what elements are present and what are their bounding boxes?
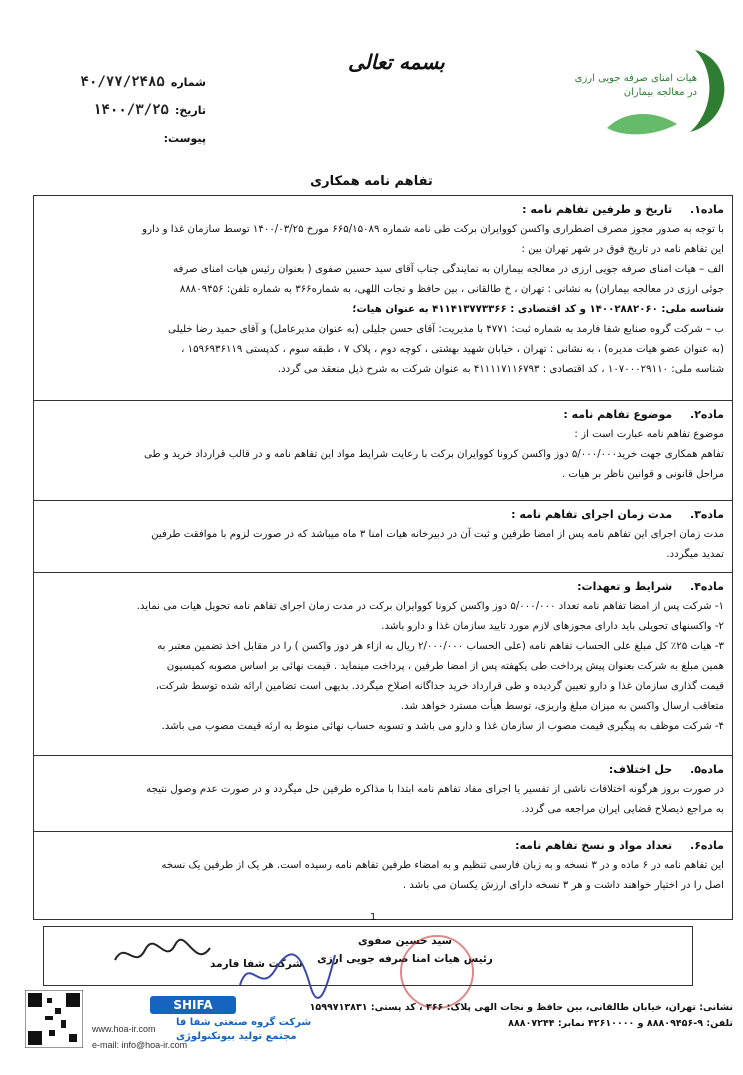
company-subtitle: مجتمع تولید بیوتکنولوژی <box>176 1031 297 1042</box>
section-line: این تفاهم نامه در تاریخ فوق در شهر تهران بین : <box>521 244 724 255</box>
signer-right-title: رئیس هیات امنا صرفه جویی ارزی <box>317 953 493 965</box>
section-number: ماده۴. <box>690 580 724 593</box>
section-title: موضوع تفاهم نامه : <box>563 408 673 421</box>
phone-line: تلفن: ۹-۸۸۸۰۹۴۵۶ و ۴۲۶۱۰۰۰۰ نمابر: ۸۸۸۰۷۲۴۴ <box>508 1018 733 1029</box>
logo-org-name: هیات امنای صرفه جویی ارزی <box>574 73 697 84</box>
section-number: ماده۶. <box>690 839 724 852</box>
section-line: تمدید میگردد. <box>666 549 724 560</box>
section-title: تعداد مواد و نسخ تفاهم نامه: <box>515 839 673 852</box>
section-4 <box>34 573 732 756</box>
section-line: همین مبلغ به شرکت بعنوان پیش پرداخت طی یکهفته پس از امضا طرفین ، پرداخت مینماید . قیمت نهائی بر اساس مصوبه کمیسیون <box>166 661 724 672</box>
shifa-logo: SHIFA <box>150 996 236 1014</box>
section-title: مدت زمان اجرای تفاهم نامه : <box>511 508 673 521</box>
signer-left: شرکت شفا فارمد <box>210 958 303 970</box>
attachment-label: پیوست: <box>163 131 206 145</box>
section-line: مدت زمان اجرای این تفاهم نامه پس از امضا طرفین و ثبت آن در دبیرخانه هیات امنا ۳ ماه میباشد که در صورت لزوم با موافقت طرفین <box>151 529 724 540</box>
company-name: شرکت گروه صنعتی شفا فا <box>176 1017 312 1028</box>
section-title: تاریخ و طرفین تفاهم نامه : <box>522 203 673 216</box>
official-stamp <box>400 935 474 1009</box>
section-line: این تفاهم نامه در ۶ ماده و در ۳ نسخه و به زبان فارسی تنظیم و به امضاء طرفین تفاهم نامه رسیده است. هر یک از طرفین یک نسخه <box>161 860 724 871</box>
section-number: ماده۵. <box>690 763 724 776</box>
section-line: تفاهم همکاری جهت خرید۵/۰۰۰/۰۰۰ دوز واکسن کرونا کوو‌ایران برکت با رعایت شرایط مواد این تفاهم نامه و در قالب قرارداد خرید و طی <box>144 449 724 460</box>
section-line: الف – هیات امنای صرفه جویی ارزی در معالجه بیماران به نمایندگی جناب آقای سید حسین صفوی ( بعنوان رئیس هیات امنای صرفه <box>173 264 724 275</box>
agreement-body <box>33 195 733 920</box>
address-line: نشانی: تهران، خیابان طالقانی، بین حافظ و نجات الهی پلاک: ۳۶۶ ، کد پستی: ۱۵۹۹۷۱۳۸۳۱ <box>309 1002 733 1013</box>
attachment-row <box>36 124 206 152</box>
section-number: ماده۳. <box>690 508 724 521</box>
section-number: ماده۱. <box>690 203 724 216</box>
date-value: ۱۴۰۰/۳/۲۵ <box>93 102 169 118</box>
section-line: ب – شرکت گروه صنایع شفا فارمد به شماره ثبت: ۴۷۷۱ با مدیریت: آقای حسن جلیلی (به عنوان مدیرعامل) و آقای حمید رضا خلیلی <box>168 324 724 335</box>
number-value: ۴۰/۷۷/۲۴۸۵ <box>80 74 165 90</box>
signer-right-name: سید حسین صفوی <box>358 935 452 947</box>
section-heading <box>42 577 724 597</box>
section-5 <box>34 756 732 832</box>
footer-address <box>293 1000 733 1032</box>
section-line: قیمت گذاری سازمان غذا و دارو تعیین گردیده و طی قرارداد خرید جداگانه اصلاح میگردد. بدیهی است تضامین ارائه شده توسط شرکت، <box>155 681 724 692</box>
section-heading <box>42 505 724 525</box>
number-label: شماره <box>170 75 206 89</box>
section-1 <box>34 196 732 401</box>
letter-meta <box>36 68 206 152</box>
section-line: شناسه ملی: ۱۴۰۰۲۸۸۲۰۶۰ و کد اقتصادی : ۴۱۱۴۱۳۷۷۳۳۶۶ به عنوان هیات؛ <box>352 304 724 315</box>
section-number: ماده۲. <box>690 408 724 421</box>
section-heading <box>42 760 724 780</box>
signature-right-mark <box>230 945 340 1005</box>
section-line: به مراجع ذیصلاح قضایی ایران مراجعه می گردد. <box>521 804 724 815</box>
basmala: بسمه تعالی <box>348 50 445 74</box>
section-line: در صورت بروز هرگونه اختلافات ناشی از تفسیر یا اجرای مفاد تفاهم نامه ابتدا با مذاکره طرفین حل میگردد و در صورت عدم وصول نتیجه <box>146 784 724 795</box>
section-2 <box>34 401 732 501</box>
section-line: ۴- شرکت موظف به پیگیری قیمت مصوب از سازمان غذا و دارو می باشد و تسویه حساب نهائی منوط به ارئه قیمت مصوب می باشد. <box>161 721 724 732</box>
section-line: متعاقب ارسال واکسن به میزان مبلغ واریزی، توسط هیأت مسترد خواهد شد. <box>400 701 724 712</box>
section-3 <box>34 501 732 573</box>
section-line: ۲- واکسنهای تحویلی باید دارای مجوزهای لازم مورد تایید سازمان غذا و دارو باشد. <box>381 621 724 632</box>
qr-code-icon <box>25 990 83 1048</box>
section-6 <box>34 832 732 918</box>
logo-text <box>575 72 697 100</box>
date-row <box>36 96 206 124</box>
section-line: ۱- شرکت پس از امضا تفاهم نامه تعداد ۵/۰۰۰/۰۰۰ دوز واکسن کرونا کوو‌ایران برکت در مدت زمان اجرای تفاهم نامه تحویل هیات می نماید. <box>136 601 724 612</box>
section-line: اصل را در اختیار خواهند داشت و هر ۳ نسخه دارای ارزش یکسان می باشد . <box>402 880 724 891</box>
section-heading <box>42 836 724 856</box>
page-number: 1 <box>370 912 377 923</box>
section-line: مراحل قانونی و قوانین ناظر بر هیات . <box>561 469 724 480</box>
section-line: جوئی ارزی در معالجه بیماران) به نشانی : تهران ، خ طالقانی ، بین حافظ و نجات اللهی، به شماره۳۶۶ به شماره تلفن: ۸۸۸۰۹۴۵۶ <box>179 284 724 295</box>
section-heading <box>42 405 724 425</box>
section-line: با توجه به صدور مجوز مصرف اضطراری واکسن کوو‌ایران برکت طی نامه شماره ۶۶۵/۱۵۰۸۹ مورخ ۱۴۰۰/۰۳/۲۵ توسط سازمان غذا و دارو <box>142 224 724 235</box>
section-line: (به عنوان عضو هیات مدیره) ، به نشانی : تهران ، خیابان شهید بهشتی ، کوچه دوم ، پلاک ۷ ، طبقه سوم ، کدپستی ۱۵۹۶۹۳۶۱۱۹ ، <box>181 344 724 355</box>
date-label: تاریخ: <box>174 103 206 117</box>
logo-sub-name: در معالجه بیماران <box>623 87 697 98</box>
section-line: موضوع تفاهم نامه عبارت است از : <box>574 429 724 440</box>
section-title: حل اختلاف: <box>608 763 673 776</box>
section-heading <box>42 200 724 220</box>
section-line: ۳- هیات ۲۵٪ کل مبلغ علی الحساب تفاهم نامه (علی الحساب ۲/۰۰۰/۰۰۰ ریال به ازاء هر دوز واکسن ) را در مقابل اخذ تضمین معتبر به <box>157 641 724 652</box>
signature-left-mark <box>110 930 220 980</box>
website-link[interactable]: www.hoa-ir.com <box>92 1024 156 1034</box>
section-title: شرایط و تعهدات: <box>577 580 673 593</box>
section-line: شناسه ملی: ۱۰۷۰۰۰۲۹۱۱۰ ، کد اقتصادی : ۴۱۱۱۱۷۱۱۶۷۹۳ به عنوان شرکت به شرح ذیل منعقد می گردد. <box>277 364 724 375</box>
email-link[interactable]: e-mail: info@hoa-ir.com <box>92 1040 188 1050</box>
number-row <box>36 68 206 96</box>
document-title: تفاهم نامه همکاری <box>310 174 433 189</box>
